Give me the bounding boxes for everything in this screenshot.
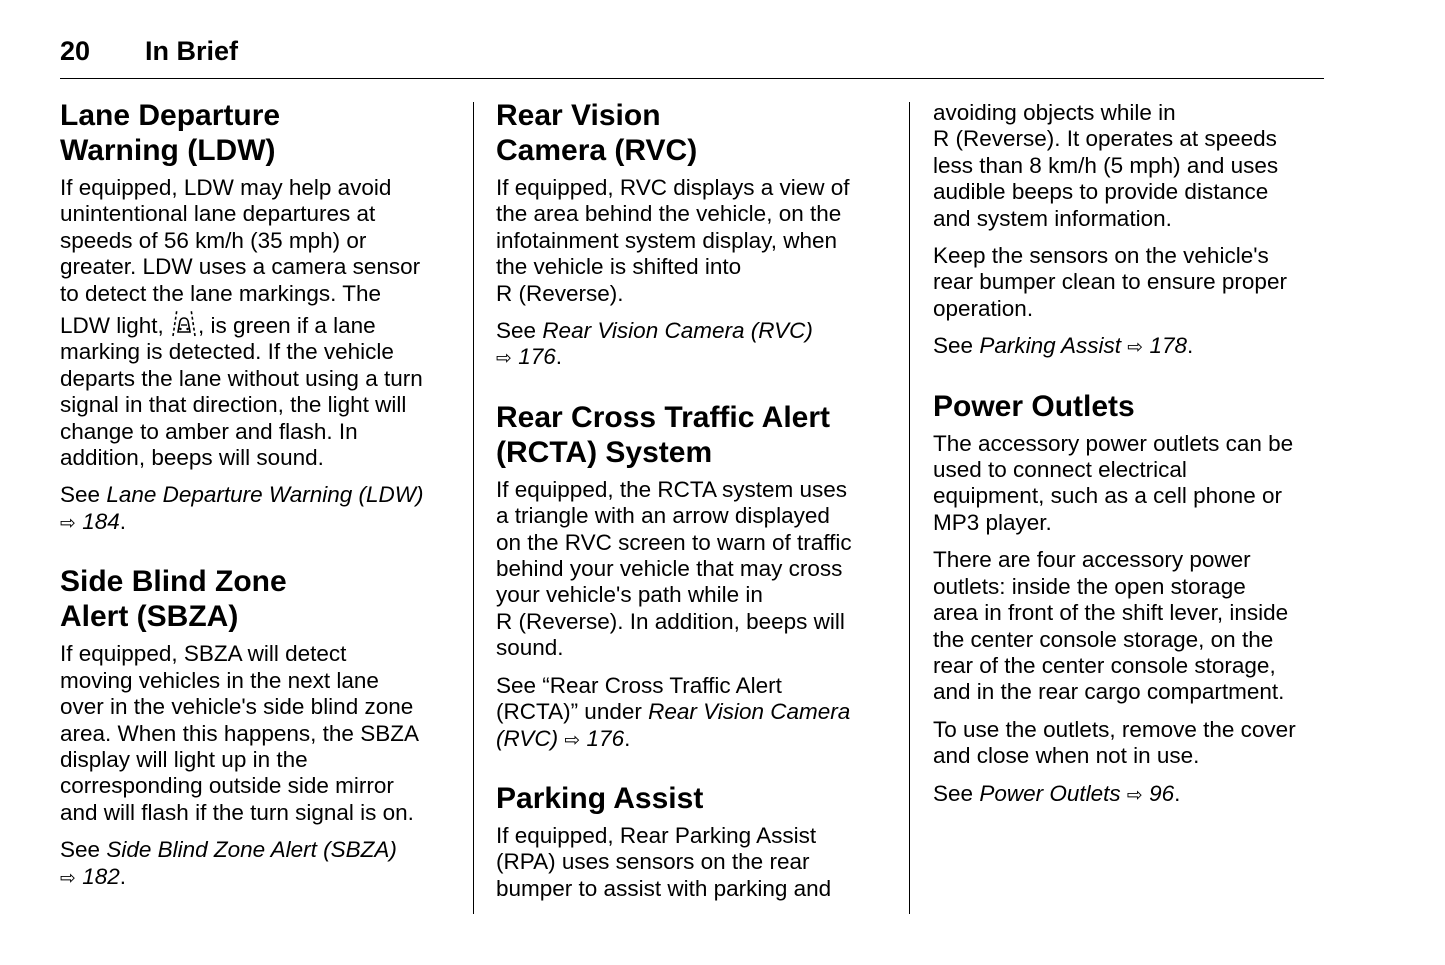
power-outlets-see-reference: See Power Outlets ⇨ 96. (933, 780, 1181, 806)
power-outlets-locations: There are four accessory power outlets: inside the open storage area in front of the shift lever, inside the center console storage, on the rear of the center console storage, and in the rear cargo compartment. (933, 547, 1289, 705)
column-3 (933, 100, 1331, 820)
power-outlets-page-ref[interactable]: 96 (1149, 780, 1175, 806)
rcta-reference-link-cont[interactable]: (RVC) (496, 725, 559, 751)
column-2 (496, 98, 894, 913)
rcta-page-ref[interactable]: 176 (586, 725, 625, 751)
page-arrow-icon: ⇨ (564, 729, 581, 751)
column-divider-2 (909, 102, 910, 914)
ldw-heading: Lane Departure Warning (LDW) (60, 99, 281, 167)
rvc-see-reference: See Rear Vision Camera (RVC) ⇨ 176. (496, 318, 813, 370)
parking-assist-description-cont: avoiding objects while in R (Reverse). It operates at speeds less than 8 km/h (5 mph) and uses audible beeps to provide distance and system information. (933, 100, 1279, 231)
sbza-heading: Side Blind Zone Alert (SBZA) (60, 565, 287, 634)
page-number: 20 (60, 36, 91, 66)
parking-assist-reference-link[interactable]: Parking Assist (979, 333, 1122, 359)
page-arrow-icon: ⇨ (496, 348, 512, 370)
ldw-page-ref[interactable]: 184 (82, 508, 120, 534)
rvc-description: If equipped, RVC displays a view of the area behind the vehicle, on the infotainment system display, when the vehicle is shifted into R (Reverse). (496, 175, 850, 306)
page-header (60, 34, 1324, 79)
rcta-see-reference: See “Rear Cross Traffic Alert (RCTA)” under Rear Vision Camera (RVC) ⇨ 176. (496, 672, 851, 751)
page-arrow-icon: ⇨ (1126, 784, 1143, 806)
rvc-heading: Rear Vision Camera (RVC) (496, 99, 698, 167)
rvc-reference-link[interactable]: Rear Vision Camera (RVC) (542, 318, 813, 344)
sbza-see-reference: See Side Blind Zone Alert (SBZA) ⇨ 182. (60, 837, 397, 889)
rcta-reference-link[interactable]: Rear Vision Camera (648, 699, 851, 725)
parking-assist-heading: Parking Assist (496, 781, 704, 815)
rcta-heading: Rear Cross Traffic Alert (RCTA) System (496, 400, 831, 469)
section-title: In Brief (145, 36, 239, 66)
rcta-description: If equipped, the RCTA system uses a triangle with an arrow displayed on the RVC screen to warn of traffic behind your vehicle that may cross your vehicle's path while in R (Reverse). In addition, beeps will sound. (496, 476, 852, 661)
power-outlets-description: The accessory power outlets can be used to connect electrical equipment, such as a cell phone or MP3 player. (933, 430, 1294, 535)
ldw-reference-link[interactable]: Lane Departure Warning (LDW) (106, 482, 424, 508)
column-divider-1 (473, 102, 474, 914)
parking-assist-maintenance: Keep the sensors on the vehicle's rear bumper clean to ensure proper operation. (933, 243, 1287, 321)
sbza-reference-link[interactable]: Side Blind Zone Alert (SBZA) (106, 837, 397, 863)
rcta-section (496, 400, 894, 754)
ldw-description: If equipped, LDW may help avoid unintentional lane departures at speeds of 56 km/h (35 mph) or greater. LDW uses a camera sensor to detect the lane markings. The LDW light, , is green if a lane marking is detected. If the vehicle departs the lane without using a turn signal in that direction, the light will change to amber and flash. In addition, beeps will sound. (60, 175, 423, 471)
lane-departure-icon (170, 307, 198, 337)
page-arrow-icon: ⇨ (1127, 337, 1144, 359)
sbza-description: If equipped, SBZA will detect moving vehicles in the next lane over in the vehicle's side blind zone area. When this happens, the SBZA display will light up in the corresponding outside side mirror and will flash if the turn signal is on. (60, 641, 419, 825)
power-outlets-reference-link[interactable]: Power Outlets (979, 780, 1121, 806)
parking-assist-description: If equipped, Rear Parking Assist (RPA) uses sensors on the rear bumper to assist with parking and (496, 822, 832, 901)
parking-assist-see-reference: See Parking Assist ⇨ 178. (933, 333, 1194, 359)
power-outlets-section (933, 389, 1331, 809)
parking-assist-page-ref[interactable]: 178 (1149, 333, 1188, 359)
sbza-page-ref[interactable]: 182 (82, 863, 120, 889)
page-arrow-icon: ⇨ (60, 867, 76, 889)
ldw-section (60, 98, 458, 537)
power-outlets-usage: To use the outlets, remove the cover and close when not in use. (933, 716, 1296, 769)
parking-assist-section (496, 781, 894, 902)
parking-assist-continued (933, 100, 1331, 362)
power-outlets-heading: Power Outlets (933, 389, 1135, 423)
sbza-section (60, 564, 458, 892)
rvc-section (496, 98, 894, 373)
ldw-see-reference: See Lane Departure Warning (LDW) ⇨ 184. (60, 482, 424, 534)
rvc-page-ref[interactable]: 176 (518, 344, 556, 370)
column-1 (60, 98, 458, 903)
page-arrow-icon: ⇨ (60, 512, 76, 534)
